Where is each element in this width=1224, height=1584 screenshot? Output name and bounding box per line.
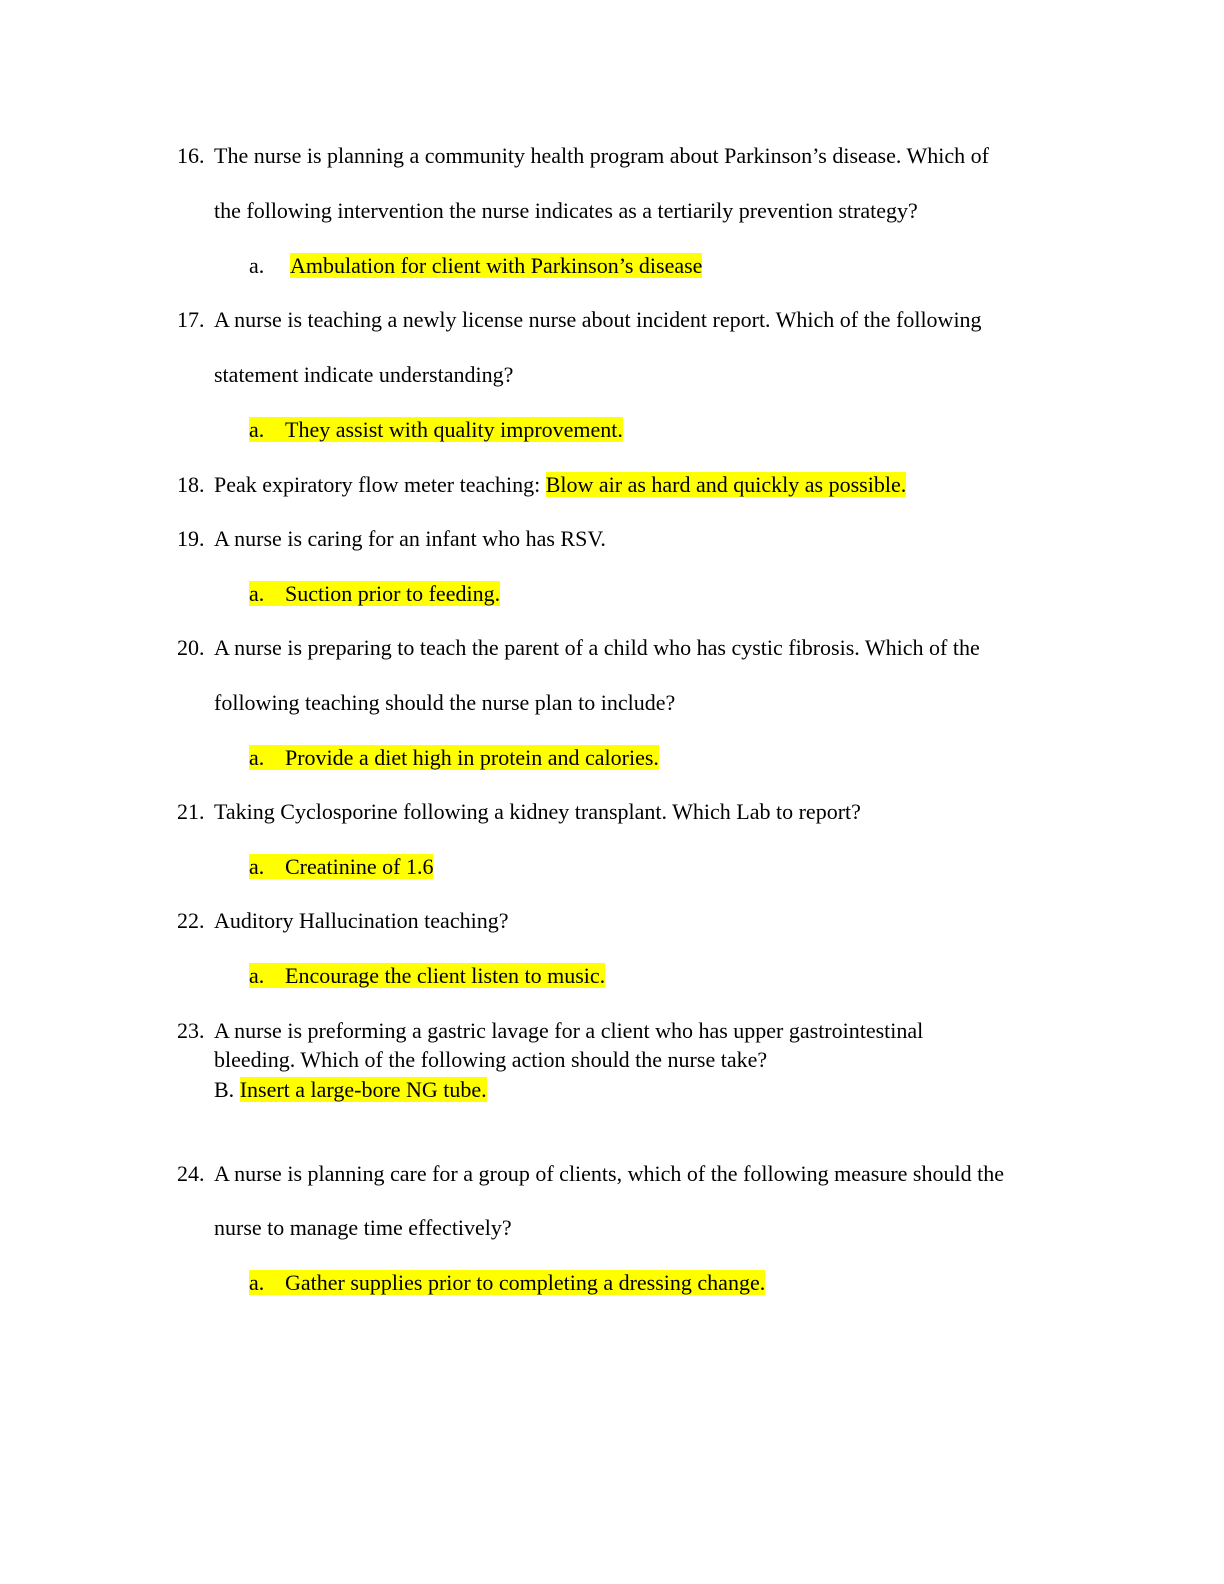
answer-letter: a. <box>249 963 265 988</box>
answer-letter: a. <box>249 417 265 442</box>
question-line <box>214 471 906 499</box>
answer-line <box>249 416 623 444</box>
question-text: Peak expiratory flow meter teaching: <box>214 472 541 497</box>
question-text: following teaching should the nurse plan to include? <box>214 690 676 715</box>
answer-letter: a. <box>249 854 265 879</box>
answer-letter: a. <box>249 581 265 606</box>
question-text: The nurse is planning a community health program about Parkinson’s disease. Which of <box>214 143 989 168</box>
answer-line <box>249 580 500 608</box>
answer-text: Insert a large-bore NG tube. <box>239 1077 487 1102</box>
question-text: A nurse is preparing to teach the parent of a child who has cystic fibrosis. Which of the <box>214 635 980 660</box>
question-number: 17. <box>177 307 205 332</box>
answer-letter: a. <box>249 253 265 278</box>
question-text: the following intervention the nurse indicates as a tertiarily prevention strategy? <box>214 198 918 223</box>
answer-text: Suction prior to feeding. <box>285 581 501 606</box>
answer-line <box>249 962 605 990</box>
answer-line <box>249 853 433 881</box>
question-text: A nurse is teaching a newly license nurse about incident report. Which of the following <box>214 307 982 332</box>
question-number: 22. <box>177 908 205 933</box>
question-number: 23. <box>177 1018 205 1043</box>
answer-text: Provide a diet high in protein and calories. <box>285 745 659 770</box>
answer-text: Blow air as hard and quickly as possible. <box>545 472 907 497</box>
answer-text: They assist with quality improvement. <box>285 417 623 442</box>
question-text: Taking Cyclosporine following a kidney transplant. Which Lab to report? <box>214 799 861 824</box>
answer-text: Encourage the client listen to music. <box>285 963 606 988</box>
answer-letter: a. <box>249 1270 265 1295</box>
answer-line <box>214 1076 487 1104</box>
question-text: bleeding. Which of the following action should the nurse take? <box>214 1047 768 1072</box>
answer-letter: B. <box>214 1077 235 1102</box>
answer-line <box>249 1269 765 1297</box>
question-text: A nurse is caring for an infant who has RSV. <box>214 526 606 551</box>
answer-line <box>249 744 659 772</box>
question-number: 19. <box>177 526 205 551</box>
question-number: 18. <box>177 472 205 497</box>
question-text: A nurse is planning care for a group of clients, which of the following measure should the <box>214 1161 1004 1186</box>
question-text: A nurse is preforming a gastric lavage for a client who has upper gastrointestinal <box>214 1018 924 1043</box>
answer-line <box>249 252 702 280</box>
answer-text: Gather supplies prior to completing a dressing change. <box>285 1270 766 1295</box>
question-number: 24. <box>177 1161 205 1186</box>
answer-letter: a. <box>249 745 265 770</box>
question-number: 21. <box>177 799 205 824</box>
question-text: statement indicate understanding? <box>214 362 514 387</box>
question-number: 20. <box>177 635 205 660</box>
question-text: nurse to manage time effectively? <box>214 1215 512 1240</box>
question-number: 16. <box>177 143 205 168</box>
answer-text: Creatinine of 1.6 <box>285 854 434 879</box>
question-text: Auditory Hallucination teaching? <box>214 908 509 933</box>
answer-text: Ambulation for client with Parkinson’s disease <box>290 253 703 278</box>
